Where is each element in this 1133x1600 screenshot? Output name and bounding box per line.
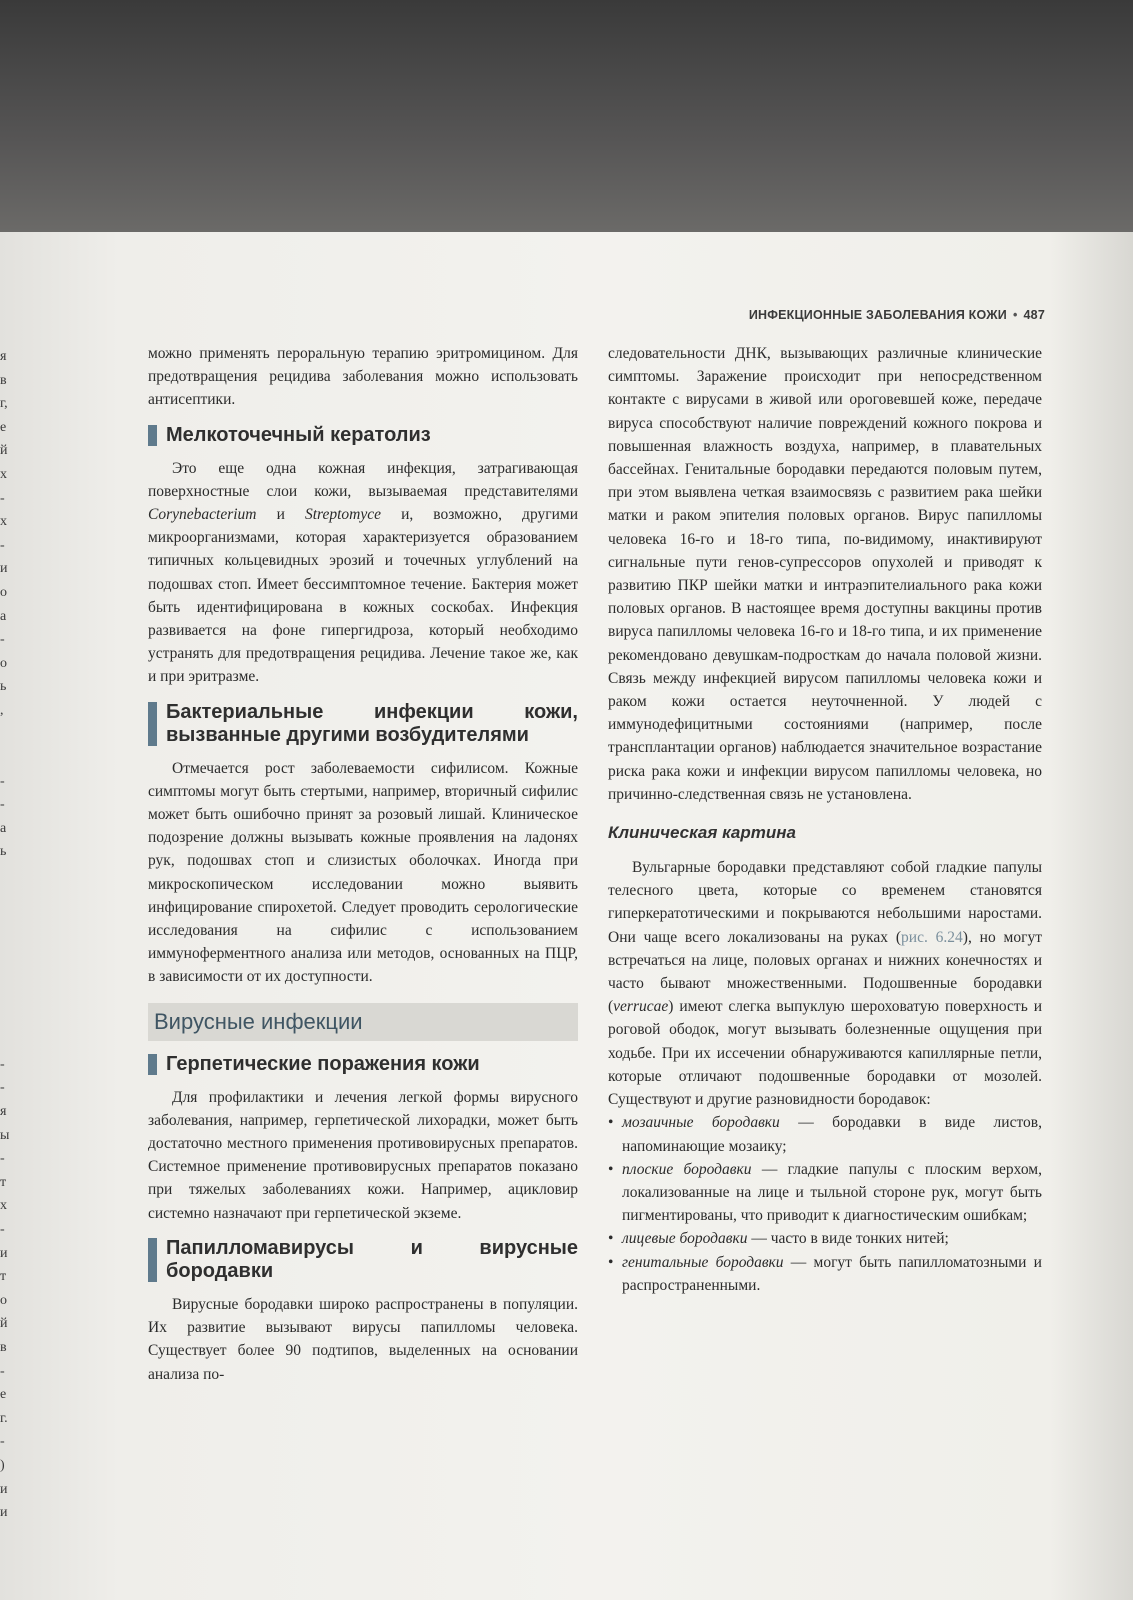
list-text: — бородавки в виде листов, напоминающие мозаику; <box>622 1114 1042 1155</box>
facing-page-fragment <box>0 958 20 982</box>
facing-page-fragment: ы <box>0 1127 10 1143</box>
running-head <box>665 308 1045 322</box>
heading-herpes: Герпетические поражения кожи <box>148 1053 578 1076</box>
text-run: Вульгарные бородавки представляют собой гладкие папулы телесного цвета, которые со временем становятся гиперкератотическими и покрываются небольшими наростами. Они чаще всего локализованы на руках ( <box>608 859 1042 946</box>
list-text: — могут быть папилломатозными и распространенными. <box>622 1253 1042 1294</box>
list-text: — часто в виде тонких нитей; <box>747 1230 949 1248</box>
heading-clinical-picture: Клиническая картина <box>608 823 796 843</box>
warts-list <box>608 1111 1042 1297</box>
paragraph-herpes: Для профилактики и лечения легкой формы вирусного заболевания, например, герпетической лихорадки, может быть достаточно местного применения противовирусных препаратов. Системное применение противовирусных препаратов показано при тяжелых заболеваниях кожи. Например, ацикловир системно назначают при герпетической экземе. <box>148 1088 578 1222</box>
facing-page-fragment: х <box>0 1198 7 1214</box>
text-run: ), но могут встречаться на лице, половых органах и нижних конечностях и часто бывают множественными. Подошвенные бородавки ( <box>608 928 1042 1016</box>
facing-page-fragment: а <box>0 608 7 624</box>
list-item <box>608 1158 1042 1228</box>
figure-reference[interactable]: рис. 6.24 <box>901 928 963 946</box>
italic-term: Streptomyce <box>304 506 381 524</box>
facing-page-fragment: т <box>0 1269 7 1285</box>
facing-page-fragment: - <box>0 797 5 813</box>
facing-page-fragment: я <box>0 349 7 364</box>
facing-page-fragment: - <box>0 632 5 648</box>
facing-page-fragment: и <box>0 1245 8 1261</box>
list-term: генитальные бородавки <box>622 1253 784 1271</box>
facing-page-fragment: - <box>0 537 5 553</box>
facing-page-fragment <box>0 864 20 888</box>
facing-page-fragment: и <box>0 1481 8 1497</box>
heading-bacterial-infections: Бактериальные инфекции кожи, вызванные другими возбудителями <box>148 701 578 747</box>
page-number: 487 <box>1023 308 1045 322</box>
facing-page-fragment: - <box>0 490 5 506</box>
facing-page-fragment: - <box>0 1363 5 1379</box>
facing-page-fragment <box>0 1029 20 1053</box>
paragraph-papilloma: Вирусные бородавки широко распространены в популяции. Их развитие вызывают вирусы папилломы человека. Существует более 90 подтипов, выделенных на основании анализа по- <box>148 1295 578 1383</box>
facing-page-fragment: - <box>0 1080 5 1096</box>
italic-term: Corynebacterium <box>148 506 257 524</box>
facing-page-fragment: - <box>0 1221 5 1237</box>
facing-page-fragment: т <box>0 1174 7 1190</box>
facing-page-fragment: х <box>0 514 7 530</box>
list-item <box>608 1251 1042 1297</box>
section-heading-viral: Вирусные инфекции <box>148 1003 578 1041</box>
facing-page-fragment: ь <box>0 844 7 860</box>
facing-page-fragment: а <box>0 820 7 836</box>
facing-page-fragment: - <box>0 1434 5 1450</box>
scan-background-top <box>0 0 1133 232</box>
facing-page-fragment: - <box>0 1056 5 1072</box>
facing-page-fragment: е <box>0 1387 7 1403</box>
facing-page-fragment: , <box>0 702 4 718</box>
facing-page-fragment: я <box>0 1104 7 1119</box>
paragraph-continued: следовательности ДНК, вызывающих различные клинические симптомы. Заражение происходит при непосредственном контакте с вирусами в живой или ороговевшей коже, передаче вируса способствуют наличие повреждений кожного покрова и повышенная влажность воздуха, например, в плавательных бассейнах. Генитальные бородавки передаются половым путем, при этом выявлена четкая взаимосвязь с развитием рака шейки матки и раком эпителия половых органов. Вирус папилломы человека 16-го и 18-го типа, по-видимому, инактивируют сигнальные пути генов-супрессоров опухолей и приводят к развитию ПКР шейки матки и интраэпителиального рака кожи половых органов. В настоящее время доступны вакцины против вируса папилломы человека 16-го и 18-го типа, и их применение рекомендовано девушкам-подросткам до начала половой жизни. Связь между инфекцией вирусом папилломы человека кожи и раком кожи остается неуточненной. У людей с иммунодефицитными состояниями (например, после трансплантации органов) наблюдается значительное возрастание риска рака кожи и инфекции вирусом папилломы человека, но причинно-следственная связь не установлена. <box>608 345 1042 803</box>
facing-page-fragment: х <box>0 466 7 482</box>
facing-page-fragment: - <box>0 773 5 789</box>
facing-page-fragment: й <box>0 443 8 459</box>
running-head-title: ИНФЕКЦИОННЫЕ ЗАБОЛЕВАНИЯ КОЖИ <box>748 308 1007 322</box>
facing-page-fragment: ) <box>0 1457 5 1473</box>
text-run: и <box>256 506 305 524</box>
running-head-separator: • <box>1012 308 1018 322</box>
facing-page-fragment <box>0 888 20 912</box>
facing-page-fragment: в <box>0 372 7 388</box>
paragraph-clinical <box>608 856 1042 1111</box>
facing-page-fragment <box>0 935 20 959</box>
facing-page-fragment: и <box>0 561 8 577</box>
list-text: — гладкие папулы с плоским верхом, локализованные на лице и тыльной стороне рук, могут быть пигментированы, что приводит к диагностическим ошибкам; <box>622 1160 1042 1225</box>
paragraph: можно применять пероральную терапию эритромицином. Для предотвращения рецидива заболевания можно использовать антисептики. <box>148 345 578 409</box>
paragraph-keratolysis <box>148 457 578 689</box>
facing-page-fragment <box>0 1006 20 1030</box>
facing-page-fragment <box>0 982 20 1006</box>
left-column <box>148 342 578 1386</box>
text-run: и, возможно, другими микроорганизмами, которая характеризуется образованием типичных кольцевидных эрозий и точечных углублений на подошвах стоп. Имеет бессимптомное течение. Бактерия может быть идентифицирована в кожных соскобах. Инфекция развивается на фоне гипергидроза, который необходимо устранять для предотвращения рецидива. Лечение такое же, как и при эритразме. <box>148 506 578 686</box>
facing-page-fragment: й <box>0 1316 8 1332</box>
facing-page-fragment: в <box>0 1339 7 1355</box>
heading-papilloma: Папилломавирусы и вирусные бородавки <box>148 1237 578 1283</box>
facing-page-fragment: - <box>0 1151 5 1167</box>
facing-page-fragment <box>0 746 20 770</box>
facing-page-fragment: г, <box>0 396 8 412</box>
facing-page-fragment: ь <box>0 679 7 695</box>
facing-page-fragment <box>0 723 20 747</box>
facing-page-fragment: е <box>0 419 7 435</box>
heading-keratolysis: Мелкоточечный кератолиз <box>148 424 578 447</box>
facing-page-fragment: о <box>0 584 7 600</box>
facing-page-fragment: и <box>0 1505 8 1521</box>
paragraph-syphilis: Отмечается рост заболеваемости сифилисом. Кожные симптомы могут быть стертыми, например, вторичный сифилис может быть ошибочно принят за розовый лишай. Клиническое подозрение должны вызывать кожные проявления на ладонях рук, подошвах стоп и слизистых оболочках. Иногда при микроскопическом исследовании можно выявить инфицирование спирохетой. Следует проводить серологические исследования на сифилис с использованием иммуноферментного анализа или методов, основанных на ПЦР, в зависимости от их доступности. <box>148 759 578 986</box>
list-term: плоские бородавки <box>622 1160 752 1178</box>
list-item <box>608 1227 1042 1250</box>
facing-page-edge <box>0 345 20 1525</box>
list-term: лицевые бородавки <box>622 1230 748 1248</box>
facing-page-fragment <box>0 911 20 935</box>
facing-page-fragment: о <box>0 655 7 671</box>
list-item <box>608 1111 1042 1157</box>
facing-page-fragment: г. <box>0 1410 8 1426</box>
italic-term: verrucae <box>613 998 669 1016</box>
right-column <box>608 342 1042 1297</box>
text-run: Это еще одна кожная инфекция, затрагивающая поверхностные слои кожи, вызываемая представителями <box>148 459 578 500</box>
list-term: мозаичные бородавки <box>622 1114 780 1132</box>
facing-page-fragment: о <box>0 1292 7 1308</box>
text-run: ) имеют слегка выпуклую шероховатую поверхность и роговой ободок, могут вызывать болезненные ощущения при ходьбе. При их иссечении обнаруживаются капиллярные петли, которые отличают подошвенные бородавки от мозолей. Существуют и другие разновидности бородавок: <box>608 998 1042 1109</box>
